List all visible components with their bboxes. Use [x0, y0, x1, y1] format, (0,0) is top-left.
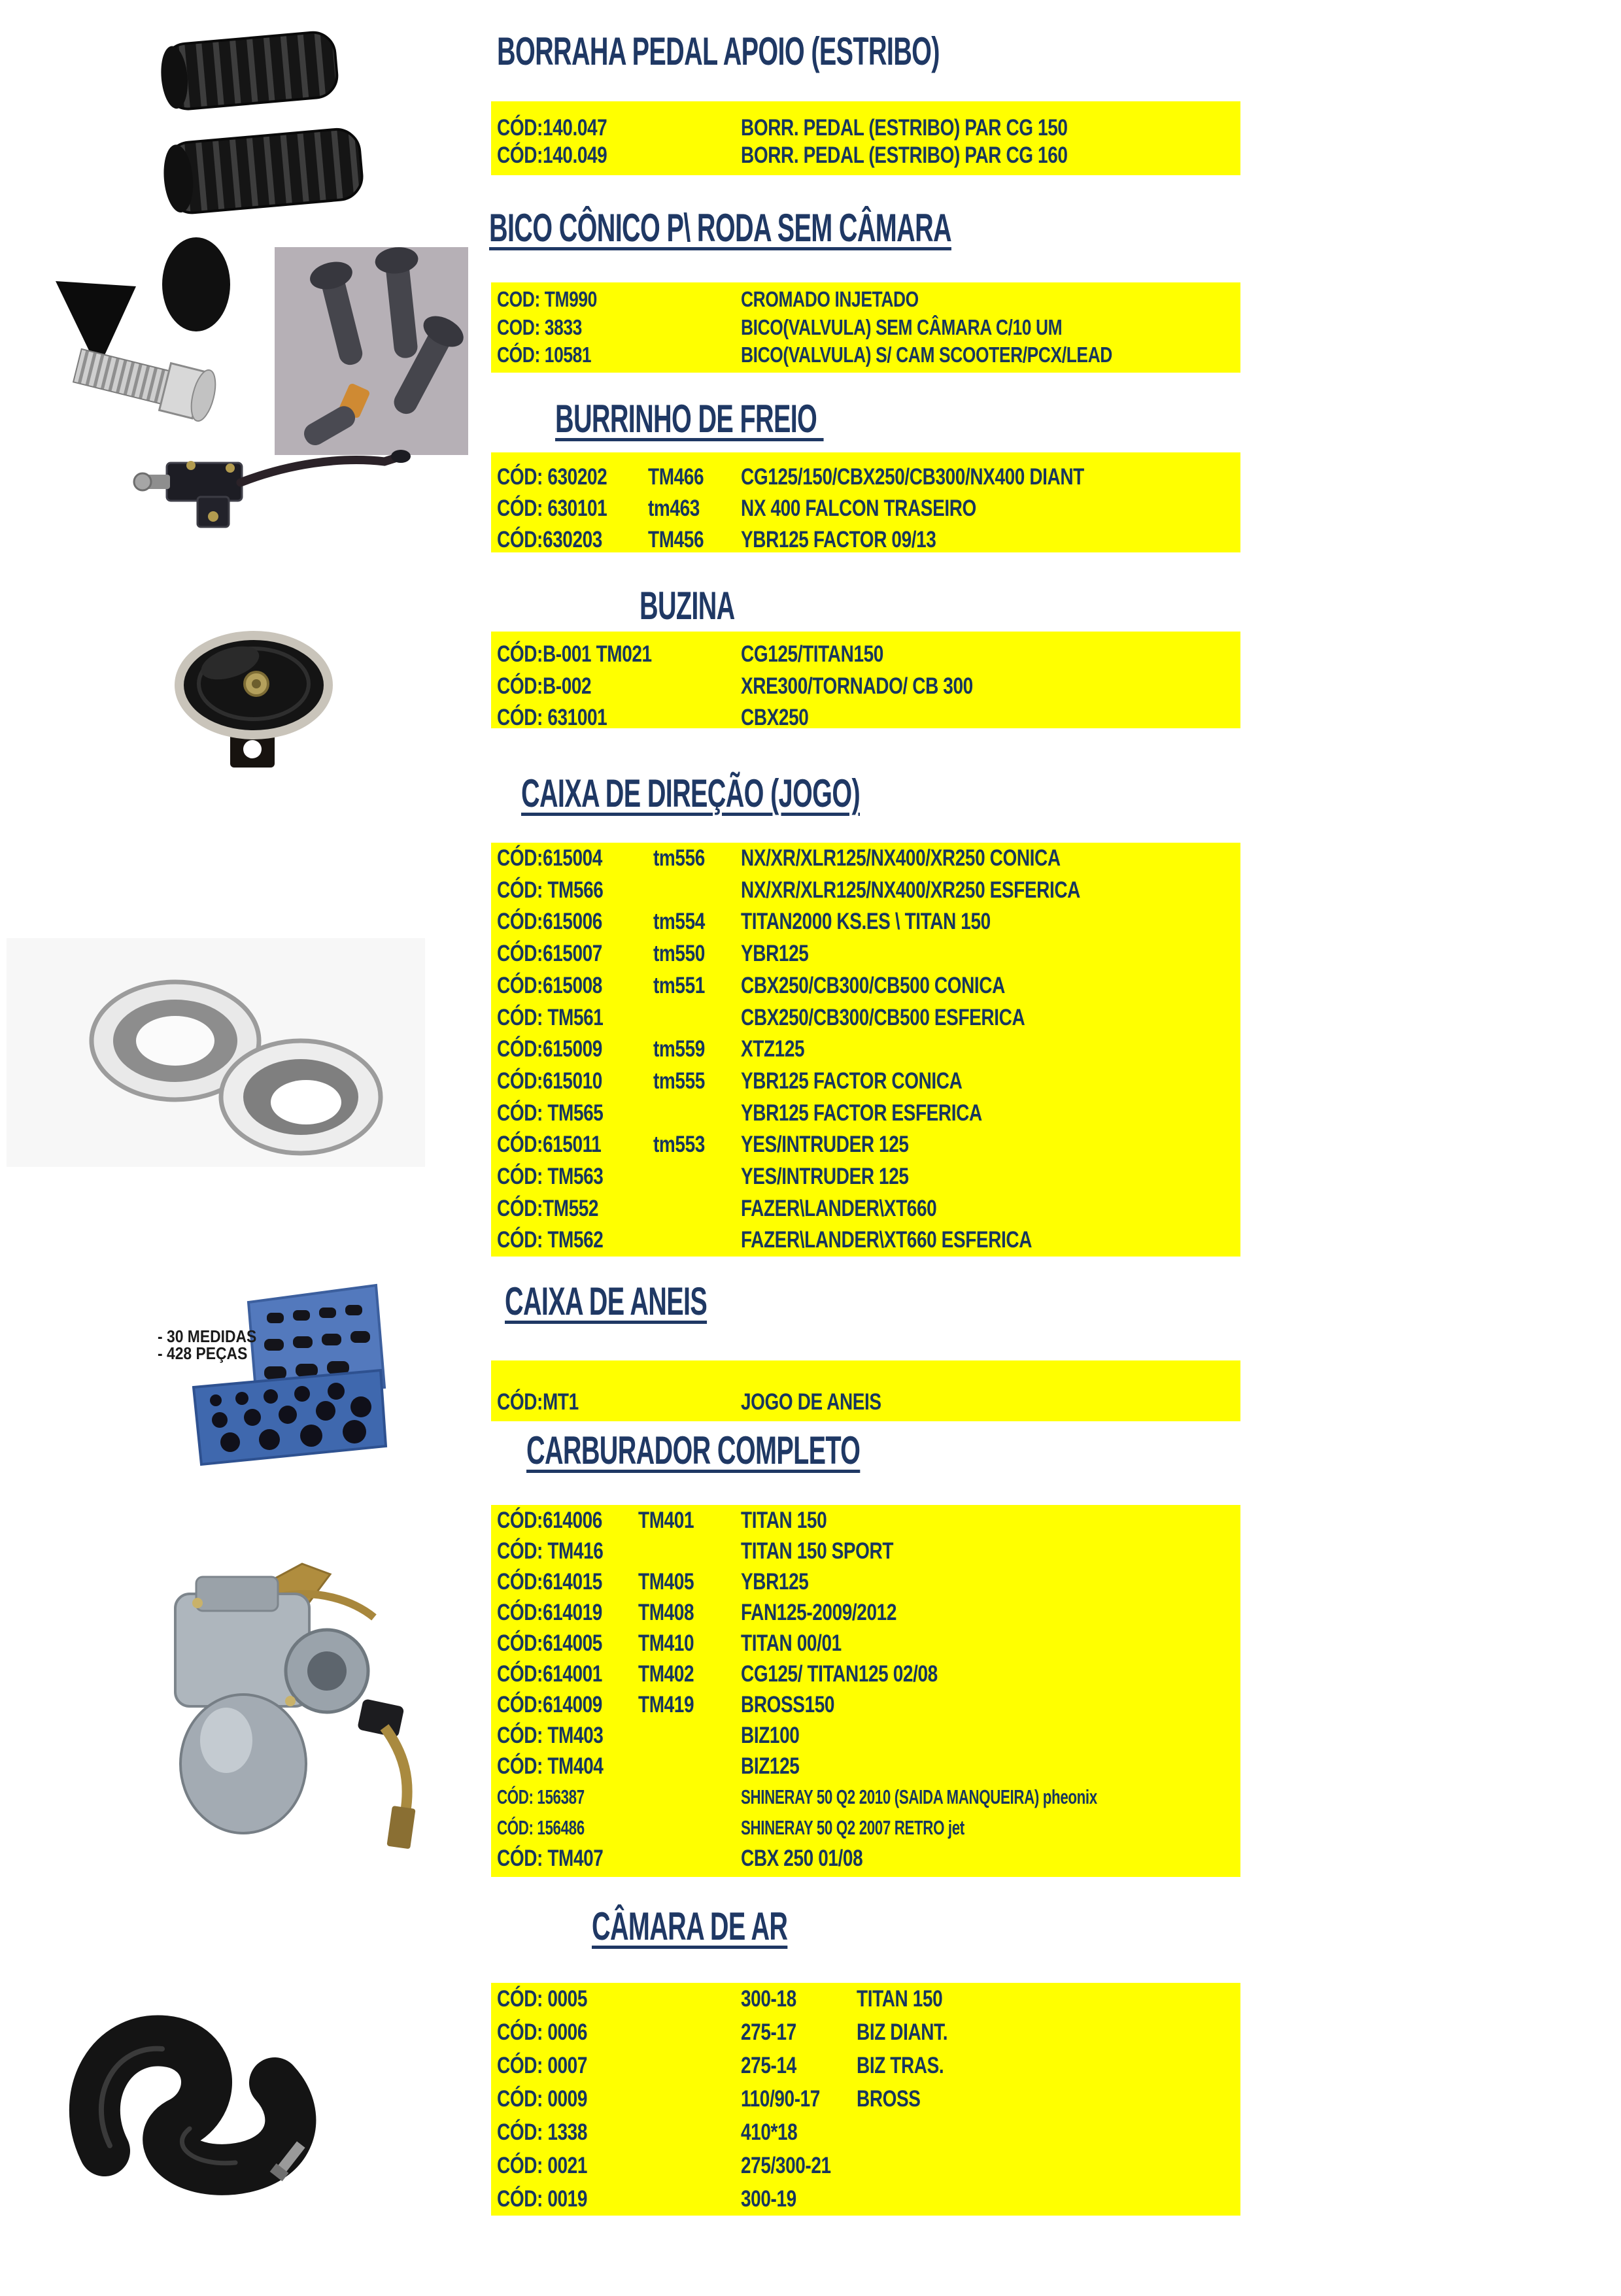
carburetor-image: [175, 1564, 416, 1849]
section-title-camara-ar: CÂMARA DE AR: [592, 1904, 788, 1948]
table-row: [491, 1227, 1240, 1253]
table-row: [491, 1389, 1240, 1415]
part-ref: 300-19: [741, 2186, 796, 2212]
part-desc: TITAN 00/01: [741, 1630, 842, 1656]
part-code: CÓD: TM565: [497, 1100, 604, 1126]
part-code: CÓD:614015: [497, 1569, 602, 1595]
part-ref: tm463: [648, 496, 700, 521]
part-code: CÓD:614001: [497, 1661, 602, 1687]
steering-bearings-image: [7, 938, 425, 1167]
part-ref: TM405: [638, 1569, 694, 1595]
table-row: [491, 941, 1240, 967]
part-ref: tm556: [653, 845, 705, 871]
table-row: [491, 115, 1240, 141]
part-code: CÓD: TM407: [497, 1846, 604, 1871]
table-row: [491, 1508, 1240, 1534]
table-row: [491, 1661, 1240, 1687]
part-code: COD: 3833: [497, 314, 582, 339]
part-desc: CBX250/CB300/CB500 ESFERICA: [741, 1004, 1025, 1030]
part-code: CÓD: TM404: [497, 1753, 604, 1779]
table-row: [491, 1630, 1240, 1657]
part-code: CÓD:614009: [497, 1692, 602, 1717]
part-code: CÓD:630203: [497, 527, 602, 552]
part-code: CÓD: 156486: [497, 1816, 585, 1839]
table-row: [491, 1846, 1240, 1872]
parts-table-borracha-pedal: [491, 101, 1240, 175]
part-code: CÓD: TM566: [497, 877, 604, 903]
part-desc: NX/XR/XLR125/NX400/XR250 ESFERICA: [741, 877, 1081, 903]
part-desc: YBR125 FACTOR 09/13: [741, 527, 936, 552]
part-desc: YBR125 FACTOR CONICA: [741, 1068, 963, 1094]
parts-table-caixa-aneis: [491, 1360, 1240, 1421]
part-desc: SHINERAY 50 Q2 2010 (SAIDA MANQUEIRA) pheonix: [741, 1785, 1097, 1808]
table-row: [491, 1753, 1240, 1780]
part-ref: tm551: [653, 972, 705, 998]
part-desc: BIZ DIANT.: [857, 2019, 948, 2045]
table-row: [491, 1164, 1240, 1190]
horn-image: [179, 635, 328, 768]
table-row: [491, 845, 1240, 871]
part-ref: 275-17: [741, 2019, 796, 2045]
part-code: CÓD: TM403: [497, 1723, 604, 1748]
part-code: CÓD: 0005: [497, 1986, 588, 2012]
section-title-bico-conico: BICO CÔNICO P\ RODA SEM CÂMARA: [489, 206, 951, 250]
part-code: CÓD:TM552: [497, 1195, 599, 1221]
part-code: CÓD: 630101: [497, 496, 607, 521]
table-row: [491, 286, 1240, 312]
part-code: CÓD:615006: [497, 909, 602, 935]
section-title-burrinho-freio: BURRINHO DE FREIO: [555, 397, 824, 441]
part-ref: TM408: [638, 1600, 694, 1625]
table-row: [491, 1784, 1240, 1810]
part-desc: BICO(VALVULA) S/ CAM SCOOTER/PCX/LEAD: [741, 343, 1112, 367]
part-code: CÓD:B-002: [497, 673, 592, 699]
part-desc: CG125/150/CBX250/CB300/NX400 DIANT: [741, 464, 1084, 490]
part-ref: 275-14: [741, 2053, 796, 2078]
part-desc: TITAN 150: [741, 1508, 827, 1533]
part-desc: BROSS: [857, 2086, 921, 2112]
part-code: COD: TM990: [497, 287, 597, 311]
part-code: CÓD:140.047: [497, 115, 607, 141]
part-ref: TM410: [638, 1630, 694, 1656]
part-desc: FAN125-2009/2012: [741, 1600, 896, 1625]
part-desc: TITAN2000 KS.ES \ TITAN 150: [741, 909, 991, 935]
parts-table-bico-conico: [491, 282, 1240, 373]
part-ref: tm554: [653, 909, 705, 935]
table-row: [491, 1815, 1240, 1841]
table-row: [491, 2153, 1240, 2179]
table-row: [491, 1005, 1240, 1031]
part-ref: tm550: [653, 941, 705, 967]
table-row: [491, 1036, 1240, 1062]
part-ref: 410*18: [741, 2119, 798, 2145]
table-row: [491, 1100, 1240, 1126]
part-desc: NX 400 FALCON TRASEIRO: [741, 496, 976, 521]
part-code: CÓD: TM416: [497, 1538, 604, 1564]
part-ref: TM401: [638, 1508, 694, 1533]
table-row: [491, 705, 1240, 731]
table-row: [491, 1196, 1240, 1222]
part-code: CÓD: 0019: [497, 2186, 588, 2212]
part-code: CÓD:615010: [497, 1068, 602, 1094]
part-ref: 275/300-21: [741, 2153, 831, 2178]
section-title-caixa-direcao: CAIXA DE DIREÇÃO (JOGO): [521, 771, 860, 815]
part-ref: 300-18: [741, 1986, 796, 2012]
part-ref: tm559: [653, 1036, 705, 1062]
table-row: [491, 1132, 1240, 1158]
part-desc: FAZER\LANDER\XT660 ESFERICA: [741, 1227, 1032, 1253]
part-code: CÓD:614006: [497, 1508, 602, 1533]
part-desc: YBR125: [741, 1569, 809, 1595]
foot-peg-rubbers-image: [158, 31, 364, 215]
table-row: [491, 1538, 1240, 1564]
parts-table-burrinho-freio: [491, 452, 1240, 552]
part-code: CÓD: 10581: [497, 343, 592, 367]
part-desc: XTZ125: [741, 1036, 805, 1062]
part-ref: tm553: [653, 1132, 705, 1158]
parts-table-buzina: [491, 632, 1240, 728]
part-code: CÓD:615007: [497, 941, 602, 967]
part-code: CÓD:B-001 TM021: [497, 641, 652, 667]
part-desc: CBX 250 01/08: [741, 1846, 863, 1871]
part-code: CÓD: 631001: [497, 705, 607, 730]
part-code: CÓD:614019: [497, 1600, 602, 1625]
part-desc: TITAN 150 SPORT: [741, 1538, 894, 1564]
table-row: [491, 1569, 1240, 1595]
table-row: [491, 1723, 1240, 1749]
table-row: [491, 1986, 1240, 2012]
part-code: CÓD: 156387: [497, 1785, 585, 1808]
part-desc: XRE300/TORNADO/ CB 300: [741, 673, 973, 699]
part-desc: YES/INTRUDER 125: [741, 1164, 909, 1189]
table-row: [491, 909, 1240, 935]
part-ref: TM419: [638, 1692, 694, 1717]
part-desc: CBX250: [741, 705, 809, 730]
part-code: CÓD: 630202: [497, 464, 607, 490]
valve-stems-image: [56, 237, 469, 455]
section-title-caixa-aneis: CAIXA DE ANEIS: [505, 1279, 708, 1323]
part-code: CÓD:615008: [497, 972, 602, 998]
part-code: CÓD: 0007: [497, 2053, 588, 2078]
table-row: [491, 1692, 1240, 1718]
part-desc: BIZ TRAS.: [857, 2053, 944, 2078]
part-desc: JOGO DE ANEIS: [741, 1389, 881, 1415]
part-ref: TM466: [648, 464, 704, 490]
table-row: [491, 527, 1240, 553]
table-row: [491, 2019, 1240, 2046]
table-row: [491, 143, 1240, 169]
table-row: [491, 1600, 1240, 1626]
part-desc: TITAN 150: [857, 1986, 943, 2012]
table-row: [491, 496, 1240, 522]
table-row: [491, 877, 1240, 903]
parts-table-caixa-direcao: [491, 843, 1240, 1257]
part-code: CÓD:615009: [497, 1036, 602, 1062]
part-desc: CBX250/CB300/CB500 CONICA: [741, 972, 1005, 998]
section-title-carburador: CARBURADOR COMPLETO: [526, 1428, 861, 1472]
part-desc: BIZ125: [741, 1753, 800, 1779]
oring-box-note-medidas: - 30 MEDIDAS: [158, 1326, 257, 1346]
parts-table-carburador: [491, 1505, 1240, 1877]
part-code: CÓD: TM563: [497, 1164, 604, 1189]
oring-box-note-pecas: - 428 PEÇAS: [158, 1343, 248, 1363]
part-desc: SHINERAY 50 Q2 2007 RETRO jet: [741, 1816, 964, 1839]
part-ref: 110/90-17: [741, 2086, 820, 2112]
part-desc: BICO(VALVULA) SEM CÂMARA C/10 UM: [741, 314, 1063, 339]
part-code: CÓD:140.049: [497, 143, 607, 168]
inner-tube-image: [95, 2041, 307, 2182]
part-ref: TM402: [638, 1661, 694, 1687]
part-ref: TM456: [648, 527, 704, 552]
table-row: [491, 673, 1240, 700]
oring-box-image: [194, 1285, 386, 1464]
part-desc: BIZ100: [741, 1723, 800, 1748]
table-row: [491, 973, 1240, 999]
part-desc: YBR125 FACTOR ESFERICA: [741, 1100, 982, 1126]
table-row: [491, 464, 1240, 490]
part-desc: YBR125: [741, 941, 809, 967]
part-desc: BROSS150: [741, 1692, 835, 1717]
part-code: CÓD: 0009: [497, 2086, 588, 2112]
table-row: [491, 342, 1240, 368]
table-row: [491, 2086, 1240, 2112]
parts-table-camara-ar: [491, 1983, 1240, 2216]
part-desc: CG125/ TITAN125 02/08: [741, 1661, 938, 1687]
part-desc: YES/INTRUDER 125: [741, 1132, 909, 1158]
part-desc: BORR. PEDAL (ESTRIBO) PAR CG 160: [741, 143, 1068, 168]
part-code: CÓD: 1338: [497, 2119, 588, 2145]
part-code: CÓD:614005: [497, 1630, 602, 1656]
brake-master-cylinder-image: [134, 450, 411, 527]
part-ref: tm555: [653, 1068, 705, 1094]
part-desc: NX/XR/XLR125/NX400/XR250 CONICA: [741, 845, 1061, 871]
part-code: CÓD: 0021: [497, 2153, 588, 2178]
part-desc: CROMADO INJETADO: [741, 287, 919, 311]
part-code: CÓD: TM562: [497, 1227, 604, 1253]
table-row: [491, 2186, 1240, 2212]
part-code: CÓD: TM561: [497, 1004, 604, 1030]
part-code: CÓD:615011: [497, 1132, 602, 1158]
part-desc: FAZER\LANDER\XT660: [741, 1195, 937, 1221]
part-desc: CG125/TITAN150: [741, 641, 883, 667]
table-row: [491, 1068, 1240, 1094]
table-row: [491, 641, 1240, 667]
table-row: [491, 2119, 1240, 2146]
part-code: CÓD: 0006: [497, 2019, 588, 2045]
table-row: [491, 314, 1240, 341]
section-title-borracha-pedal: BORRAHA PEDAL APOIO (ESTRIBO): [497, 29, 940, 73]
table-row: [491, 2053, 1240, 2079]
part-code: CÓD:615004: [497, 845, 602, 871]
part-code: CÓD:MT1: [497, 1389, 579, 1415]
section-title-buzina: BUZINA: [640, 584, 735, 628]
part-desc: BORR. PEDAL (ESTRIBO) PAR CG 150: [741, 115, 1068, 141]
